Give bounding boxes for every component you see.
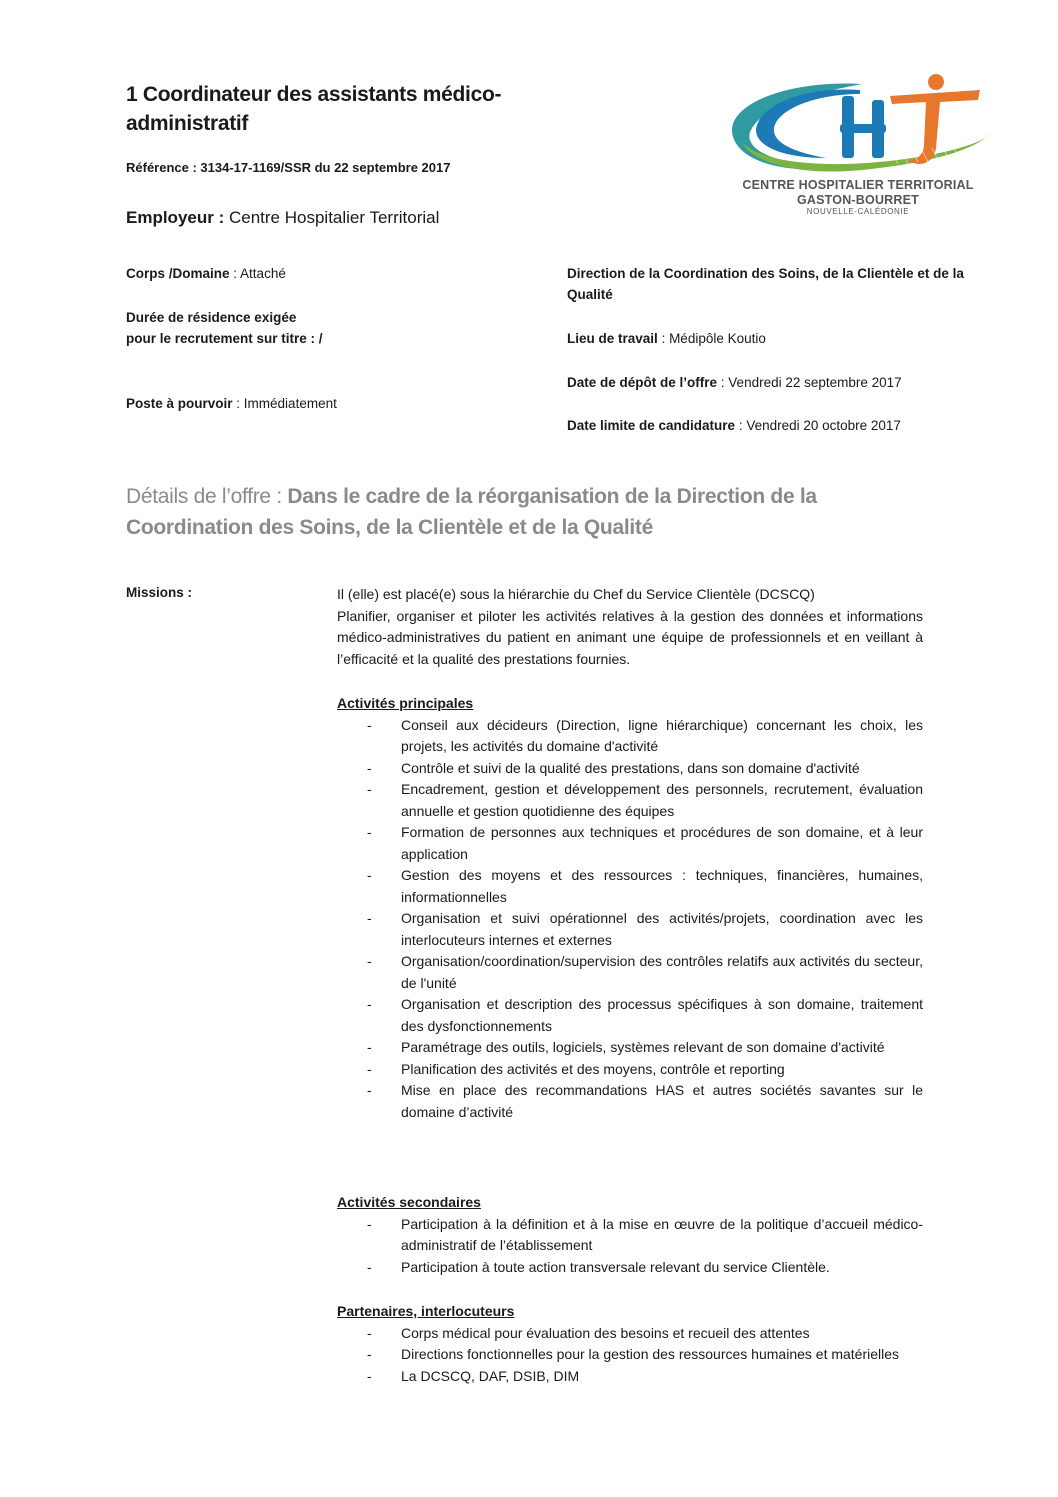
list-item: - Corps médical pour évaluation des besoins et recueil des attentes xyxy=(337,1323,923,1345)
hospital-logo xyxy=(722,72,994,220)
logo-line-3: NOUVELLE-CALÉDONIE xyxy=(806,207,910,216)
poste-value: : Immédiatement xyxy=(236,396,337,411)
depot-label: Date de dépôt de l’offre xyxy=(567,375,718,390)
list-item: - Directions fonctionnelles pour la gestion des ressources humaines et matérielles xyxy=(337,1344,923,1366)
cht-logo-icon xyxy=(722,72,994,178)
list-item: - Formation de personnes aux techniques et procédures de son domaine, et à leur application xyxy=(367,824,923,862)
corps-value: : Attaché xyxy=(233,266,286,281)
list-item: - La DCSCQ, DAF, DSIB, DIM xyxy=(337,1366,923,1388)
bullet-dash: - xyxy=(367,1039,372,1055)
limite-value: : Vendredi 20 octobre 2017 xyxy=(738,418,901,433)
bullet-dash: - xyxy=(367,996,372,1012)
list-item: - Organisation/coordination/supervision des contrôles relatifs aux activités du secteur, de l'unité xyxy=(367,953,923,991)
bullet-dash: - xyxy=(367,1082,372,1098)
bullet-dash: - xyxy=(367,910,372,926)
corps-domaine xyxy=(126,263,286,284)
employer xyxy=(126,208,439,228)
logo-line-2: GASTON-BOURRET xyxy=(796,193,919,207)
employer-label: Employeur : xyxy=(126,208,225,227)
poste-a-pourvoir xyxy=(126,393,337,414)
duree-label-2: pour le recrutement sur titre : / xyxy=(126,331,323,346)
list-item: - Gestion des moyens et des ressources : techniques, financières, humaines, informationnelles xyxy=(367,867,923,905)
bullet-dash: - xyxy=(367,1324,372,1341)
bullet-dash: - xyxy=(367,1346,372,1362)
secondary-activities-list xyxy=(337,1214,923,1279)
depot-value: : Vendredi 22 septembre 2017 xyxy=(720,375,902,390)
list-item: - Planification des activités et des moyens, contrôle et reporting xyxy=(337,1059,923,1081)
limite-label: Date limite de candidature xyxy=(567,418,736,433)
partners-title: Partenaires, interlocuteurs xyxy=(337,1303,515,1319)
bullet-dash: - xyxy=(367,1215,372,1232)
list-item: - Participation à la définition et à la mise en œuvre de la politique d’accueil médico-administratif de l’établissement xyxy=(367,1215,923,1253)
bullet-dash: - xyxy=(367,716,372,733)
secondary-activities-section xyxy=(337,1192,923,1278)
details-text: Dans le cadre de la réorganisation de la Direction de la Coordination des Soins, de la Clientèle et de la Qualité xyxy=(126,485,817,539)
offer-details-heading xyxy=(126,481,926,543)
direction-text: Direction de la Coordination des Soins, de la Clientèle et de la Qualité xyxy=(567,266,964,302)
duree-residence xyxy=(126,307,323,349)
duree-label-1: Durée de résidence exigée xyxy=(126,310,297,325)
bullet-dash: - xyxy=(367,759,372,776)
list-item: - Paramétrage des outils, logiciels, systèmes relevant de son domaine d'activité xyxy=(337,1037,923,1059)
bullet-dash: - xyxy=(367,867,372,883)
bullet-dash: - xyxy=(367,781,372,797)
lieu-label: Lieu de travail xyxy=(567,331,658,346)
secondary-activities-title: Activités secondaires xyxy=(337,1194,481,1210)
list-item: - Organisation et description des processus spécifiques à son domaine, traitement des dysfonctionnements xyxy=(367,996,923,1034)
logo-line-1: CENTRE HOSPITALIER TERRITORIAL xyxy=(742,178,974,192)
bullet-dash: - xyxy=(367,1060,372,1077)
lieu-de-travail xyxy=(567,328,766,349)
missions-line-1: Il (elle) est placé(e) sous la hiérarchie du Chef du Service Clientèle (DCSCQ) xyxy=(337,586,815,602)
main-activities-list xyxy=(337,715,923,1124)
list-item: - Encadrement, gestion et développement des personnels, recrutement, évaluation annuelle et gestion quotidienne des équipes xyxy=(367,781,923,819)
list-item: - Conseil aux décideurs (Direction, ligne hiérarchique) concernant les choix, les projets, les activités du domaine d'activité xyxy=(367,716,923,754)
list-item: - Organisation et suivi opérationnel des activités/projets, coordination avec les interlocuteurs internes et externes xyxy=(367,910,923,948)
list-item: - Participation à toute action transversale relevant du service Clientèle. xyxy=(337,1257,923,1279)
missions-label: Missions : xyxy=(126,585,193,600)
partners-section xyxy=(337,1301,923,1387)
bullet-dash: - xyxy=(367,824,372,840)
employer-value: Centre Hospitalier Territorial xyxy=(228,208,440,227)
poste-label: Poste à pourvoir xyxy=(126,396,233,411)
reference: Référence : 3134-17-1169/SSR du 22 septembre 2017 xyxy=(126,160,451,175)
bullet-dash: - xyxy=(367,1367,372,1384)
job-title: 1 Coordinateur des assistants médico-administratif xyxy=(126,83,502,135)
missions-paragraph: Planifier, organiser et piloter les activités relatives à la gestion des données et informations médico-administratives du patient en animant une équipe de professionnels et en veillant à l’efficacité et la qualité des prestations fournies. xyxy=(337,607,923,667)
main-activities-title: Activités principales xyxy=(337,695,474,711)
partners-list xyxy=(337,1323,923,1388)
lieu-value: : Médipôle Koutio xyxy=(661,331,766,346)
date-depot xyxy=(567,372,902,393)
list-item: - Contrôle et suivi de la qualité des prestations, dans son domaine d'activité xyxy=(337,758,923,780)
direction xyxy=(567,263,967,305)
bullet-dash: - xyxy=(367,1258,372,1275)
main-activities-section xyxy=(337,693,923,1123)
list-item: - Mise en place des recommandations HAS et autres sociétés savantes sur le domaine d’activité xyxy=(367,1082,923,1120)
bullet-dash: - xyxy=(367,953,372,969)
details-prefix: Détails de l’offre : xyxy=(126,485,282,508)
missions-text xyxy=(337,584,923,670)
date-limite xyxy=(567,415,901,436)
corps-label: Corps /Domaine xyxy=(126,266,230,281)
